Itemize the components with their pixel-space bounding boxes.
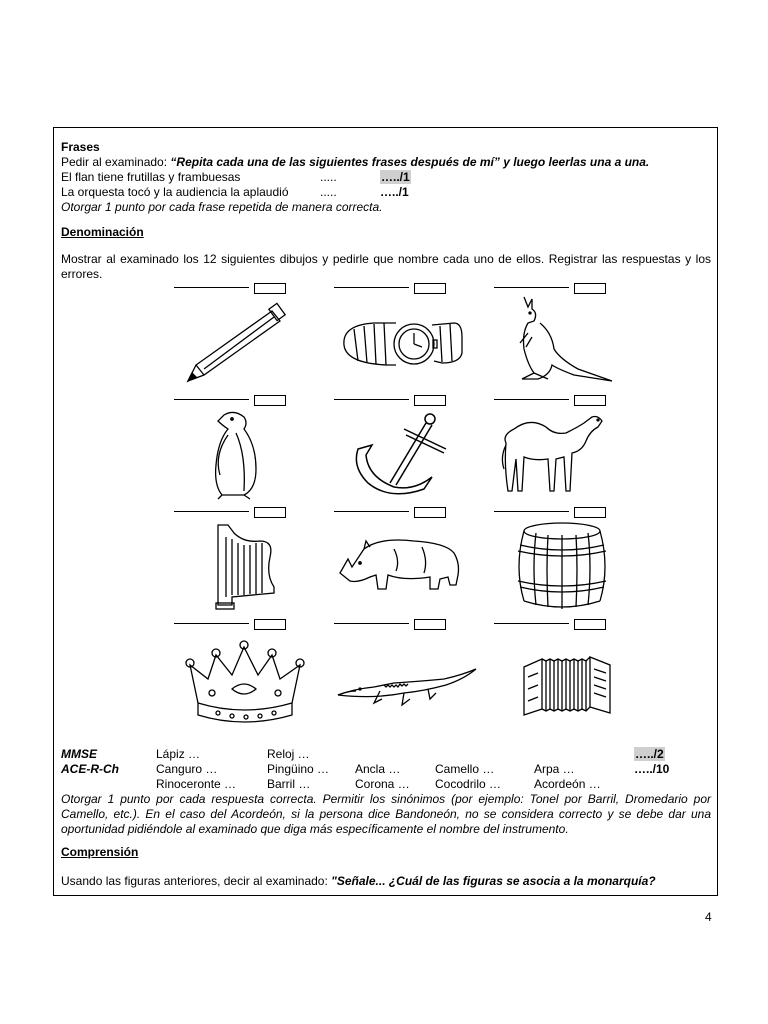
phrase-1-dots: ..... <box>320 170 337 184</box>
comprension-instruction-prefix: Usando las figuras anteriores, decir al examinado: <box>61 874 332 888</box>
drawing-cell-crocodile <box>334 619 479 729</box>
frases-heading: Frases <box>61 140 100 154</box>
drawing-cell-crown <box>174 619 319 729</box>
anchor-icon <box>334 405 479 500</box>
drawing-cell-kangaroo <box>494 283 639 393</box>
phrase-1: El flan tiene frutillas y frambuesas <box>61 170 241 184</box>
frases-scoring-note: Otorgar 1 punto por cada frase repetida de manera correcta. <box>61 200 383 214</box>
pencil-icon <box>174 293 319 388</box>
score-item: Canguro … <box>156 762 218 776</box>
naming-drawings-grid <box>174 283 614 733</box>
phrase-2: La orquesta tocó y la audiencia la aplaudió <box>61 185 289 199</box>
score-item: Rinoceronte … <box>156 777 237 791</box>
answer-line <box>494 287 569 288</box>
phrase-1-score: …../1 <box>381 170 410 184</box>
drawing-cell-camel <box>494 395 639 505</box>
phrase-2-dots: ..... <box>320 185 337 199</box>
watch-icon <box>334 293 479 388</box>
denominacion-instruction: Mostrar al examinado los 12 siguientes dibujos y pedirle que nombre cada uno de ellos. Registrar las respuestas y los errores. <box>61 252 711 281</box>
answer-line <box>494 399 569 400</box>
denominacion-heading: Denominación <box>61 225 144 239</box>
score-item: Arpa … <box>534 762 575 776</box>
rhinoceros-icon <box>334 517 479 612</box>
crocodile-icon <box>334 629 479 724</box>
drawing-cell-barrel <box>494 507 639 617</box>
denominacion-scoring-note: Otorgar 1 punto por cada respuesta correcta. Permitir los sinónimos (por ejemplo: Tonel por Barril, Dromedario por Camello, etc.). En el caso del Acordeón, si la persona dice Bandoneón, no se considera correcto y se debe dar una oportunidad pidiéndole al examinado que diga más específicamente el nombre del instrumento. <box>61 792 711 836</box>
answer-line <box>174 399 249 400</box>
drawing-cell-rhinoceros <box>334 507 479 617</box>
acer-total-score: …../10 <box>634 762 670 776</box>
drawing-cell-pencil <box>174 283 319 393</box>
comprension-instruction-quote: "Señale... ¿Cuál de las figuras se asocia a la monarquía? <box>331 874 656 888</box>
score-item: Reloj … <box>267 747 310 761</box>
drawing-cell-watch <box>334 283 479 393</box>
frases-instruction-prefix: Pedir al examinado: <box>61 155 171 169</box>
answer-line <box>174 511 249 512</box>
drawing-cell-accordion <box>494 619 639 729</box>
answer-line <box>334 399 409 400</box>
drawing-cell-anchor <box>334 395 479 505</box>
crown-icon <box>174 629 319 724</box>
mmse-total-score: …../2 <box>635 747 664 761</box>
frases-instruction <box>61 155 649 170</box>
answer-line <box>334 287 409 288</box>
drawing-cell-harp <box>174 507 319 617</box>
score-item: Ancla … <box>355 762 401 776</box>
accordion-icon <box>494 629 639 724</box>
frases-instruction-quote: “Repita cada una de las siguientes frases después de mí” y luego leerlas una a una. <box>170 155 650 169</box>
score-item: Barril … <box>267 777 311 791</box>
score-item: Acordeón … <box>534 777 601 791</box>
acer-label: ACE-R-Ch <box>61 762 119 776</box>
answer-line <box>494 511 569 512</box>
kangaroo-icon <box>494 293 639 388</box>
test-section-frame <box>53 127 718 896</box>
comprension-heading: Comprensión <box>61 845 139 859</box>
mmse-label: MMSE <box>61 747 97 761</box>
answer-line <box>334 511 409 512</box>
answer-line <box>334 623 409 624</box>
score-item: Lápiz … <box>156 747 201 761</box>
score-item: Camello … <box>435 762 495 776</box>
score-item: Cocodrilo … <box>435 777 502 791</box>
comprension-instruction <box>61 874 711 889</box>
answer-line <box>174 623 249 624</box>
page-number: 4 <box>705 910 712 924</box>
answer-line <box>494 623 569 624</box>
harp-icon <box>174 517 319 612</box>
camel-icon <box>494 405 639 500</box>
answer-line <box>174 287 249 288</box>
score-item: Corona … <box>355 777 410 791</box>
penguin-icon <box>174 405 319 500</box>
score-item: Pingüino … <box>267 762 330 776</box>
phrase-2-score: …../1 <box>380 185 409 199</box>
drawing-cell-penguin <box>174 395 319 505</box>
barrel-icon <box>494 517 639 612</box>
